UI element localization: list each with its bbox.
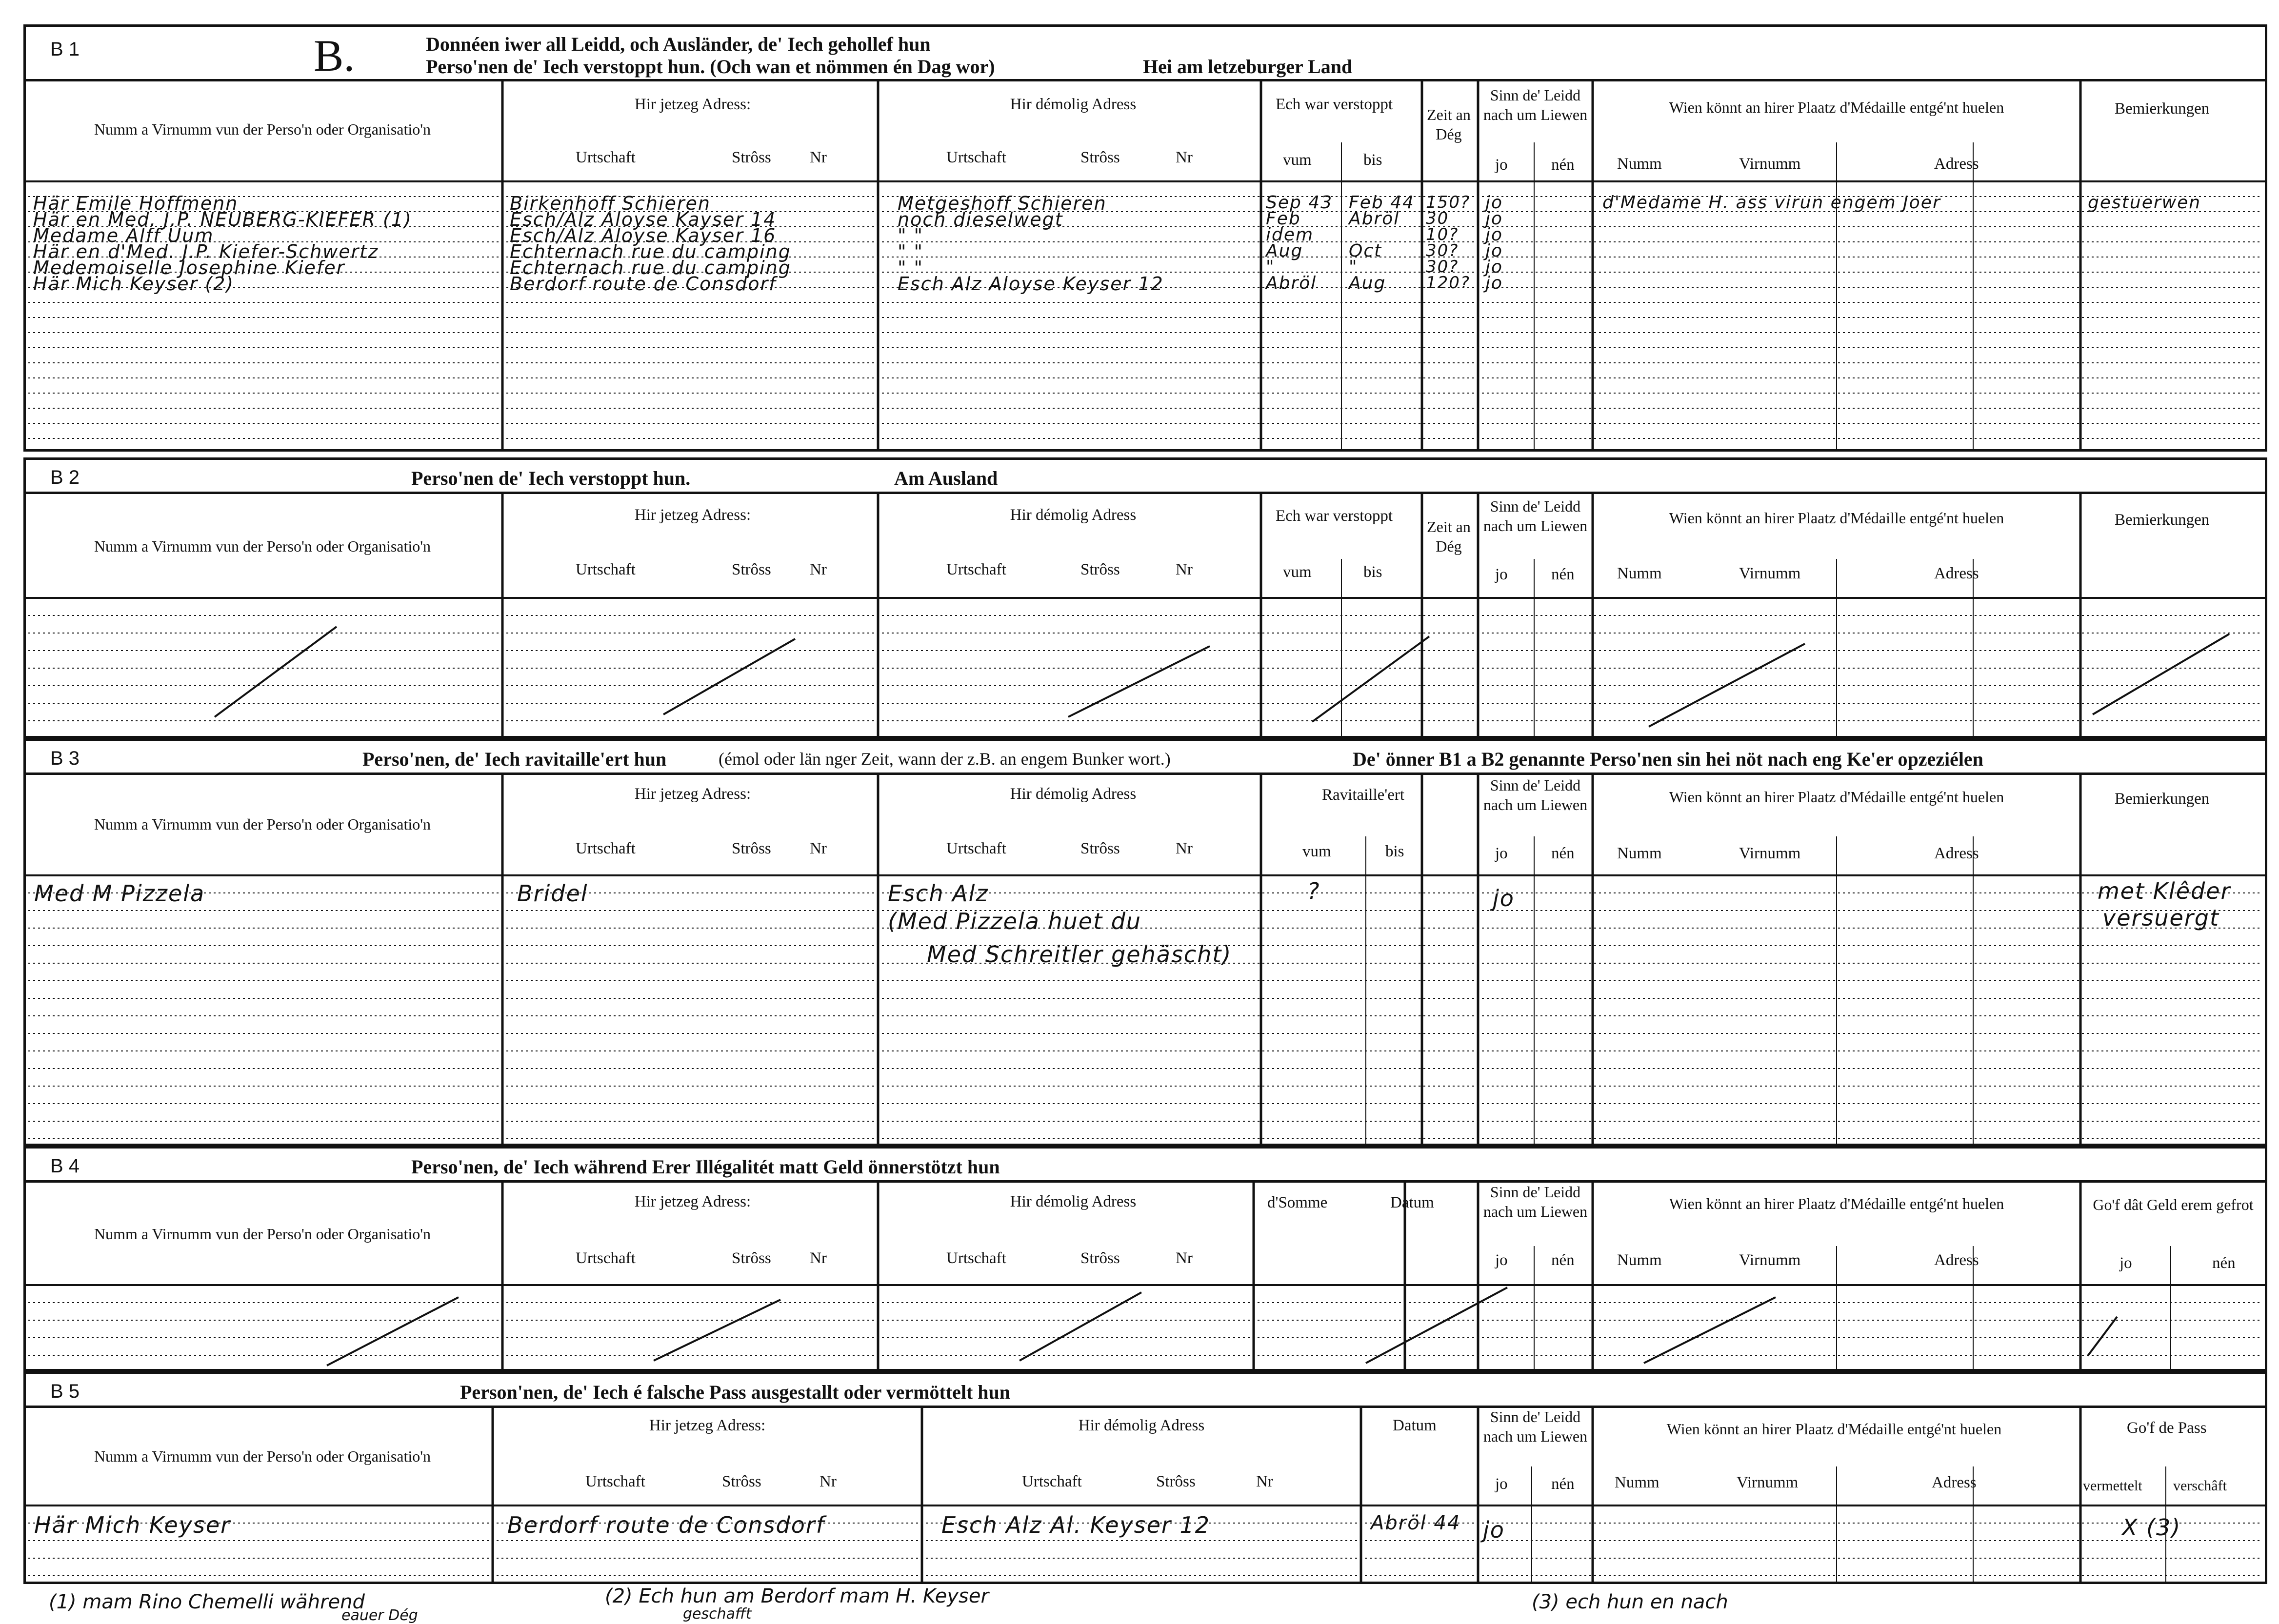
sub-nen: nén bbox=[1551, 1251, 1575, 1269]
section-b4 bbox=[23, 1146, 2267, 1371]
sub-stross: Strôss bbox=[1080, 1249, 1120, 1267]
sub-urtschaft: Urtschaft bbox=[585, 1473, 645, 1490]
col-zeit-header: Zeit an Dég bbox=[1427, 518, 1471, 555]
sub-stross: Strôss bbox=[1080, 561, 1120, 578]
b1-row-name: Här en Med. J.P. NEUBERG-KIEFER (1) bbox=[33, 209, 412, 230]
b1-row-current-address: Echternach rue du camping bbox=[510, 241, 791, 262]
sub-nr: Nr bbox=[810, 149, 827, 166]
section-b3-header bbox=[26, 741, 2265, 775]
section-code: B 2 bbox=[50, 467, 80, 488]
b1-row-jo: jo bbox=[1485, 225, 1503, 245]
b5-row-jo: jo bbox=[1483, 1517, 1505, 1543]
section-title-line1: Donnéen iwer all Leidd, och Ausländer, de' Iech gehollef hun bbox=[426, 33, 931, 55]
col-ravitailleiert-header: Ravitaille'ert bbox=[1322, 786, 1405, 804]
sub-stross: Strôss bbox=[732, 149, 771, 166]
col-remarks-header: Bemierkungen bbox=[2115, 511, 2210, 529]
b1-row-medal: d'Medame H. ass virun engem Joer bbox=[1602, 193, 1941, 213]
sub-nen: nén bbox=[1551, 566, 1575, 583]
col-name-header: Numm a Virnumm vun der Perso'n oder Organisatio'n bbox=[94, 537, 431, 555]
b3-row-former-address-2: (Med Pizzela huet du bbox=[888, 908, 1142, 934]
section-b1-header bbox=[26, 27, 2265, 81]
b1-row-vum: Sep 43 bbox=[1266, 193, 1333, 213]
section-b5 bbox=[23, 1371, 2267, 1584]
col-current-address-header: Hir jetzeg Adress: bbox=[634, 785, 751, 803]
section-code: B 5 bbox=[50, 1381, 80, 1402]
col-current-address-header: Hir jetzeg Adress: bbox=[634, 506, 751, 524]
col-remarks-header: Bemierkungen bbox=[2115, 790, 2210, 808]
b1-row-name: Här Mich Keyser (2) bbox=[33, 273, 235, 295]
col-current-address-header: Hir jetzeg Adress: bbox=[634, 96, 751, 113]
b1-row-current-address: Birkenhoff Schieren bbox=[510, 193, 711, 214]
section-title-b: De' önner B1 a B2 genannte Perso'nen sin hei nöt nach eng Ke'er opzeziélen bbox=[1353, 748, 1983, 770]
col-zeit-header: Zeit an Dég bbox=[1427, 106, 1471, 143]
section-title-line2b: Hei am letzeburger Land bbox=[1143, 56, 1353, 78]
col-hidden-header: Ech war verstoppt bbox=[1276, 96, 1393, 113]
sub-stross: Strôss bbox=[1156, 1473, 1196, 1490]
col-somme-header: d'Somme bbox=[1267, 1194, 1328, 1211]
b1-row-former-address: Metgeshoff Schieren bbox=[898, 193, 1107, 214]
b1-row-current-address: Echternach rue du camping bbox=[510, 257, 791, 278]
sub-vum: vum bbox=[1302, 843, 1331, 860]
section-title: Perso'nen de' Iech verstoppt hun. bbox=[411, 467, 691, 489]
section-b1 bbox=[23, 24, 2267, 452]
col-medal-header: Wien könnt an hirer Plaatz d'Médaille entgé'nt huelen bbox=[1669, 1195, 2004, 1212]
col-sinn-header: Sinn de' Leidd nach um Liewen bbox=[1483, 1408, 1588, 1445]
col-hidden-header: Ech war verstoppt bbox=[1276, 507, 1393, 525]
section-code: B 1 bbox=[50, 39, 80, 60]
b1-row-vum: " bbox=[1266, 257, 1275, 277]
sub-numm: Numm bbox=[1617, 1251, 1662, 1269]
sub-jo: jo bbox=[2119, 1254, 2132, 1272]
col-sinn-header: Sinn de' Leidd nach um Liewen bbox=[1483, 776, 1588, 813]
b1-row-jo: jo bbox=[1485, 241, 1503, 261]
b1-row-jo: jo bbox=[1485, 193, 1503, 213]
col-datum-header: Datum bbox=[1393, 1417, 1437, 1434]
b1-row-bis: " bbox=[1349, 257, 1358, 277]
b1-row-zeit: 10? bbox=[1426, 225, 1459, 244]
section-title: Perso'nen, de' Iech ravitaille'ert hun bbox=[362, 748, 667, 770]
b1-row-jo: jo bbox=[1485, 209, 1503, 229]
sub-nr: Nr bbox=[810, 1249, 827, 1267]
sub-vum: vum bbox=[1283, 151, 1312, 169]
section-title: Perso'nen, de' Iech während Erer Illégalitét matt Geld önnerstötzt hun bbox=[411, 1156, 1000, 1178]
sub-adress: Adress bbox=[1934, 155, 1979, 173]
sub-stross: Strôss bbox=[732, 561, 771, 578]
sub-urtschaft: Urtschaft bbox=[576, 1249, 636, 1267]
b1-row-current-address: Esch/Alz Aloyse Kayser 16 bbox=[510, 225, 777, 246]
b1-row-vum: Aug bbox=[1266, 241, 1303, 261]
sub-virnumm: Virnumm bbox=[1739, 845, 1801, 862]
sub-nr: Nr bbox=[810, 561, 827, 578]
section-b5-header bbox=[26, 1374, 2265, 1408]
section-letter: B. bbox=[314, 31, 355, 80]
sub-numm: Numm bbox=[1617, 565, 1662, 582]
col-medal-header: Wien könnt an hirer Plaatz d'Médaille entgé'nt huelen bbox=[1669, 788, 2004, 806]
sub-stross: Strôss bbox=[732, 840, 771, 857]
sub-jo: jo bbox=[1495, 845, 1508, 862]
sub-stross: Strôss bbox=[732, 1249, 771, 1267]
sub-nr: Nr bbox=[1256, 1473, 1273, 1490]
sub-nr: Nr bbox=[1176, 561, 1193, 578]
b1-row-name: Här Emile Hoffmenn bbox=[33, 193, 239, 214]
sub-virnumm: Virnumm bbox=[1739, 155, 1801, 173]
col-former-address-header: Hir démolig Adress bbox=[1010, 506, 1137, 524]
footnote-2: (2) Ech hun am Berdorf mam H. Keyser bbox=[605, 1585, 989, 1607]
b1-row-zeit: 30? bbox=[1426, 241, 1459, 260]
b1-row-zeit: 30? bbox=[1426, 257, 1459, 277]
col-name-header: Numm a Virnumm vun der Perso'n oder Organisatio'n bbox=[94, 1225, 431, 1243]
sub-nen: nén bbox=[1551, 1475, 1575, 1493]
sub-urtschaft: Urtschaft bbox=[946, 149, 1006, 166]
sub-nr: Nr bbox=[1176, 149, 1193, 166]
b5-row-former-address: Esch Alz Al. Keyser 12 bbox=[941, 1512, 1210, 1538]
sub-bis: bis bbox=[1385, 843, 1404, 860]
sub-nr: Nr bbox=[820, 1473, 837, 1490]
b1-row-former-address: " " bbox=[898, 225, 924, 246]
b3-row-current-address: Bridel bbox=[517, 880, 588, 907]
section-b4-header bbox=[26, 1149, 2265, 1183]
col-current-address-header: Hir jetzeg Adress: bbox=[634, 1193, 751, 1210]
sub-urtschaft: Urtschaft bbox=[576, 149, 636, 166]
sub-jo: jo bbox=[1495, 1251, 1508, 1269]
sub-nen: nén bbox=[1551, 156, 1575, 174]
b1-row-current-address: Berdorf route de Consdorf bbox=[510, 273, 777, 295]
sub-stross: Strôss bbox=[722, 1473, 761, 1490]
col-sinn-header: Sinn de' Leidd nach um Liewen bbox=[1483, 86, 1588, 123]
sub-adress: Adress bbox=[1934, 1251, 1979, 1269]
b3-row-vum: ? bbox=[1307, 878, 1320, 904]
b1-row-bis: Oct bbox=[1349, 241, 1382, 261]
sub-nr: Nr bbox=[1176, 1249, 1193, 1267]
col-medal-header: Wien könnt an hirer Plaatz d'Médaille entgé'nt huelen bbox=[1669, 99, 2004, 116]
b1-row-vum: Abröl bbox=[1266, 273, 1317, 293]
col-medal-header: Wien könnt an hirer Plaatz d'Médaille entgé'nt huelen bbox=[1669, 509, 2004, 527]
col-remarks-header: Bemierkungen bbox=[2115, 100, 2210, 118]
b3-row-remark-2: versuergt bbox=[2102, 905, 2220, 931]
section-b2 bbox=[23, 457, 2267, 738]
col-name-header: Numm a Virnumm vun der Perso'n oder Organisatio'n bbox=[94, 1447, 431, 1465]
b3-row-former-address-1: Esch Alz bbox=[888, 880, 989, 907]
sub-numm: Numm bbox=[1617, 155, 1662, 173]
sub-jo: jo bbox=[1495, 566, 1508, 583]
sub-urtschaft: Urtschaft bbox=[946, 561, 1006, 578]
b1-row-jo: jo bbox=[1485, 273, 1503, 293]
sub-urtschaft: Urtschaft bbox=[1022, 1473, 1082, 1490]
sub-nen: nén bbox=[2212, 1254, 2236, 1272]
col-former-address-header: Hir démolig Adress bbox=[1010, 96, 1137, 113]
col-medal-header: Wien könnt an hirer Plaatz d'Médaille entgé'nt huelen bbox=[1666, 1420, 2002, 1438]
sub-stross: Strôss bbox=[1080, 840, 1120, 857]
b3-row-name: Med M Pizzela bbox=[34, 880, 205, 907]
sub-urtschaft: Urtschaft bbox=[576, 561, 636, 578]
b1-row-name: Medame Alff Uum bbox=[33, 225, 214, 246]
section-title-line2: Perso'nen de' Iech verstoppt hun. (Och wan et nömmen én Dag wor) bbox=[426, 56, 995, 78]
footnote-1b: eauer Dég bbox=[341, 1607, 418, 1624]
section-title: Person'nen, de' Iech é falsche Pass ausgestallt oder vermöttelt hun bbox=[460, 1381, 1011, 1403]
b1-row-vum: idem bbox=[1266, 225, 1314, 245]
b1-row-zeit: 150? bbox=[1426, 193, 1470, 212]
b3-row-former-address-3: Med Schreitler gehäscht) bbox=[927, 941, 1232, 968]
sub-nr: Nr bbox=[1176, 840, 1193, 857]
b1-row-bis: Abröl bbox=[1349, 209, 1400, 229]
b1-row-jo: jo bbox=[1485, 257, 1503, 277]
col-former-address-header: Hir démolig Adress bbox=[1010, 785, 1137, 803]
b1-row-bis: Feb 44 bbox=[1349, 193, 1415, 213]
col-gof-pass-header: Go'f de Pass bbox=[2127, 1419, 2207, 1437]
section-b2-header bbox=[26, 460, 2265, 494]
sub-stross: Strôss bbox=[1080, 149, 1120, 166]
b3-row-remark-1: met Klêder bbox=[2098, 878, 2231, 904]
sub-nr: Nr bbox=[810, 840, 827, 857]
sub-numm: Numm bbox=[1617, 845, 1662, 862]
sub-virnumm: Virnumm bbox=[1739, 1251, 1801, 1269]
footnote-1: (1) mam Rino Chemelli während bbox=[49, 1591, 365, 1613]
b5-row-datum: Abröl 44 bbox=[1371, 1512, 1461, 1534]
section-code: B 3 bbox=[50, 748, 80, 769]
b5-row-name: Här Mich Keyser bbox=[34, 1512, 231, 1538]
sub-verschaft: verschâft bbox=[2173, 1478, 2227, 1494]
sub-virnumm: Virnumm bbox=[1737, 1474, 1799, 1491]
b1-row-current-address: Esch/Alz Aloyse Kayser 14 bbox=[510, 209, 777, 230]
col-sinn-header: Sinn de' Leidd nach um Liewen bbox=[1483, 497, 1588, 535]
sub-vum: vum bbox=[1283, 563, 1312, 581]
b1-row-name: Här en d'Med. J.P. Kiefer-Schwertz bbox=[33, 241, 379, 262]
section-title-paren: (émol oder län nger Zeit, wann der z.B. an engem Bunker wort.) bbox=[719, 749, 1171, 769]
col-former-address-header: Hir démolig Adress bbox=[1010, 1193, 1137, 1210]
b3-row-jo: jo bbox=[1493, 885, 1515, 911]
b1-row-vum: Feb bbox=[1266, 209, 1301, 229]
col-name-header: Numm a Virnumm vun der Perso'n oder Organisatio'n bbox=[94, 815, 431, 833]
sub-urtschaft: Urtschaft bbox=[946, 840, 1006, 857]
sub-adress: Adress bbox=[1934, 845, 1979, 862]
sub-jo: jo bbox=[1495, 1475, 1508, 1493]
sub-virnumm: Virnumm bbox=[1739, 565, 1801, 582]
sub-bis: bis bbox=[1363, 151, 1382, 169]
footnote-2b: geschafft bbox=[683, 1605, 752, 1623]
b5-row-pass: X (3) bbox=[2122, 1514, 2181, 1541]
b1-row-remark: gestuerwen bbox=[2088, 193, 2201, 213]
sub-numm: Numm bbox=[1615, 1474, 1659, 1491]
sub-urtschaft: Urtschaft bbox=[946, 1249, 1006, 1267]
col-sinn-header: Sinn de' Leidd nach um Liewen bbox=[1483, 1183, 1588, 1220]
sub-bis: bis bbox=[1363, 563, 1382, 581]
col-former-address-header: Hir démolig Adress bbox=[1078, 1417, 1205, 1434]
col-gof-geld-header: Go'f dât Geld erem gefrot bbox=[2093, 1196, 2254, 1213]
sub-urtschaft: Urtschaft bbox=[576, 840, 636, 857]
b1-row-former-address: Esch Alz Aloyse Keyser 12 bbox=[898, 273, 1164, 295]
footnote-3: (3) ech hun en nach bbox=[1532, 1591, 1728, 1613]
sub-adress: Adress bbox=[1932, 1474, 1977, 1491]
b1-row-former-address: " " bbox=[898, 257, 924, 278]
col-current-address-header: Hir jetzeg Adress: bbox=[649, 1417, 766, 1434]
section-title-b: Am Ausland bbox=[894, 467, 998, 489]
b1-row-former-address: noch dieselwegt bbox=[898, 209, 1063, 230]
sub-jo: jo bbox=[1495, 156, 1508, 174]
sub-vermettelt: vermettelt bbox=[2083, 1478, 2142, 1494]
b1-row-name: Medemoiselle Josephine Kiefer bbox=[33, 257, 345, 278]
col-datum-header: Datum bbox=[1390, 1194, 1434, 1211]
b1-row-zeit: 30 bbox=[1426, 209, 1449, 228]
b5-row-current-address: Berdorf route de Consdorf bbox=[507, 1512, 825, 1538]
b1-row-zeit: 120? bbox=[1426, 273, 1470, 293]
b1-row-bis: Aug bbox=[1349, 273, 1386, 293]
col-name-header: Numm a Virnumm vun der Perso'n oder Organisatio'n bbox=[94, 120, 431, 138]
section-code: B 4 bbox=[50, 1155, 80, 1177]
sub-adress: Adress bbox=[1934, 565, 1979, 582]
b1-row-former-address: " " bbox=[898, 241, 924, 262]
sub-nen: nén bbox=[1551, 845, 1575, 862]
